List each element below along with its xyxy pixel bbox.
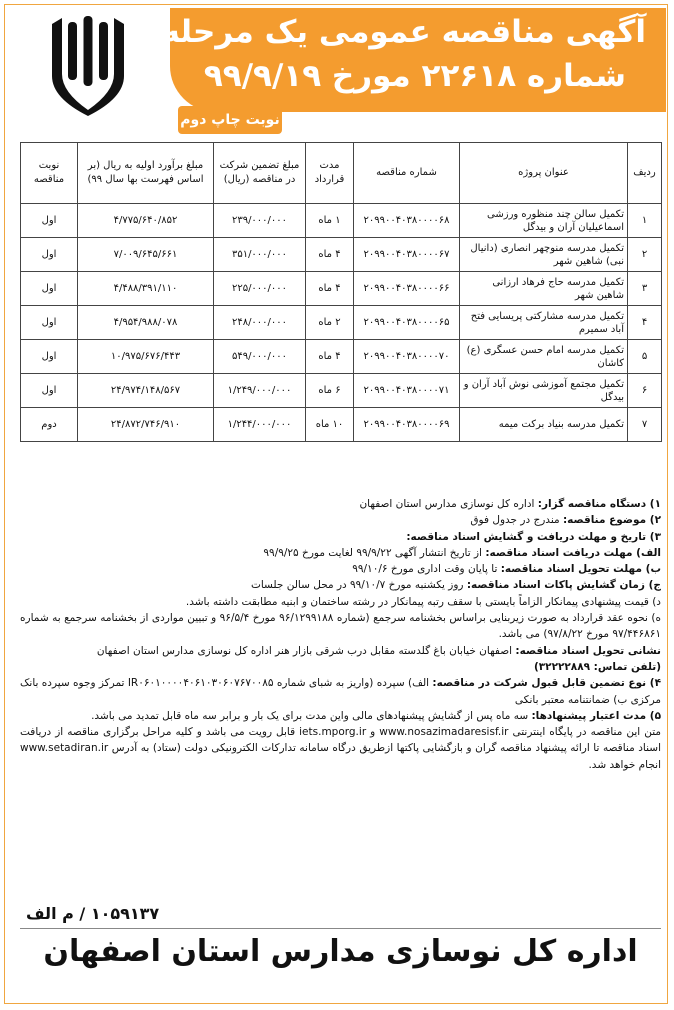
cell-tender-no: ۲۰۹۹۰۰۴۰۳۸۰۰۰۰۶۹ — [354, 408, 460, 442]
note-contract-method: ه) نحوه عقد قرارداد به صورت زیربنایی براساس بخشنامه سرجمع (شماره ۹۶/۱۲۹۹۱۸۸ مورخ ۹۶/۵/۴ و تبیین مواردی از بخشنامه سرجمع به شماره ۹۷/۴۴۶۸۶۱ مورخ ۹۷/۸/۲۲) می باشد. — [20, 612, 662, 641]
note-receive-deadline — [20, 545, 661, 561]
note-text: اصفهان خیابان باغ گلدسته مقابل درب شرقی بازار هنر اداره کل نوسازی مدارس استان اصفهان — [96, 644, 516, 657]
cell-duration: ۴ ماه — [306, 340, 354, 374]
cell-project: تکمیل مدرسه حاج فرهاد ارزانی شاهین شهر — [460, 272, 628, 306]
note-label: ۴) نوع تضمین قابل قبول شرکت در مناقصه: — [432, 677, 662, 690]
cell-estimate: ۴/۴۸۸/۳۹۱/۱۱۰ — [78, 272, 214, 306]
cell-row-number: ۷ — [628, 408, 662, 442]
cell-row-number: ۶ — [628, 374, 662, 408]
cell-round: دوم — [21, 408, 78, 442]
organization-emblem-icon — [42, 14, 134, 118]
note-label: ج) زمان گشایش پاکات اسناد مناقصه: — [466, 579, 661, 592]
note-opening-time — [20, 577, 661, 593]
tender-notes — [20, 496, 661, 773]
ad-code: ۱۰۵۹۱۳۷ / م الف — [26, 904, 160, 923]
cell-tender-no: ۲۰۹۹۰۰۴۰۳۸۰۰۰۰۷۱ — [354, 374, 460, 408]
cell-duration: ۱ ماه — [306, 204, 354, 238]
cell-row-number: ۵ — [628, 340, 662, 374]
cell-row-number: ۲ — [628, 238, 662, 272]
cell-estimate: ۲۴/۹۷۴/۱۴۸/۵۶۷ — [78, 374, 214, 408]
title-banner — [122, 8, 666, 112]
note-closing: متن این مناقصه در پایگاه اینترنتی www.nosazimadaresisf.ir و iets.mporg.ir قابل رویت می باشد و کلیه مراحل برگزاری مناقصه از دریافت اسناد مناقصه تا ارائه پیشنهاد مناقصه گران و بازگشایی پاکتها ازطریق درگاه سامانه تدارکات الکترونیکی دولت (ستاد) به آدرس www.setadiran.ir انجام خواهد شد. — [20, 726, 661, 771]
table-row — [21, 306, 662, 340]
table-row — [21, 204, 662, 238]
organization-name: اداره کل نوسازی مدارس استان اصفهان — [43, 934, 638, 969]
page-subtitle: شماره ۲۲۶۱۸ مورخ ۹۹/۹/۱۹ — [203, 58, 626, 94]
cell-row-number: ۱ — [628, 204, 662, 238]
cell-round: اول — [21, 306, 78, 340]
cell-tender-no: ۲۰۹۹۰۰۴۰۳۸۰۰۰۰۶۷ — [354, 238, 460, 272]
note-guarantee-type — [20, 675, 661, 708]
table-row — [21, 272, 662, 306]
table-row — [21, 238, 662, 272]
cell-guarantee: ۲۲۵/۰۰۰/۰۰۰ — [214, 272, 306, 306]
cell-round: اول — [21, 238, 78, 272]
cell-guarantee: ۱/۲۴۴/۰۰۰/۰۰۰ — [214, 408, 306, 442]
cell-duration: ۴ ماه — [306, 272, 354, 306]
cell-row-number: ۴ — [628, 306, 662, 340]
note-text: از تاریخ انتشار آگهی ۹۹/۹/۲۲ لغایت مورخ ۹۹/۹/۲۵ — [263, 546, 486, 559]
note-label: ۳) تاریخ و مهلت دریافت و گشایش اسناد مناقصه: — [406, 530, 661, 543]
note-text: اداره کل نوسازی مدارس استان اصفهان — [359, 498, 538, 510]
page-title: آگهی مناقصه عمومی یک مرحله‌ای — [122, 14, 646, 50]
cell-round: اول — [21, 204, 78, 238]
tender-table — [20, 142, 662, 442]
cell-estimate: ۱۰/۹۷۵/۶۷۶/۴۴۳ — [78, 340, 214, 374]
note-label: ب) مهلت تحویل اسناد مناقصه: — [500, 563, 661, 576]
cell-project: تکمیل مدرسه مشارکتی پریسایی فتح آباد سمیرم — [460, 306, 628, 340]
note-text: سه ماه پس از گشایش پیشنهادهای مالی واین مدت برای یک بار و برابر سه ماه قابل تمدید می باشد. — [91, 709, 532, 722]
note-label: ۵) مدت اعتبار پیشنهادها: — [531, 709, 661, 722]
cell-project: تکمیل سالن چند منظوره ورزشی اسماعیلیان آران و بیدگل — [460, 204, 628, 238]
note-delivery-deadline — [20, 561, 661, 577]
cell-project: تکمیل مدرسه منوچهر انصاری (دانیال نبی) شاهین شهر — [460, 238, 628, 272]
note-label: نشانی تحویل اسناد مناقصه: — [515, 644, 661, 657]
cell-estimate: ۴/۷۷۵/۶۴۰/۸۵۲ — [78, 204, 214, 238]
note-phone — [20, 659, 661, 675]
cell-estimate: ۲۴/۸۷۲/۷۴۶/۹۱۰ — [78, 408, 214, 442]
table-row — [21, 340, 662, 374]
print-round-badge: نوبت چاپ دوم — [178, 106, 282, 134]
note-label: الف) مهلت دریافت اسناد مناقصه: — [485, 546, 661, 559]
cell-duration: ۱۰ ماه — [306, 408, 354, 442]
header-round: نوبت مناقصه — [21, 143, 78, 204]
cell-guarantee: ۳۵۱/۰۰۰/۰۰۰ — [214, 238, 306, 272]
cell-tender-no: ۲۰۹۹۰۰۴۰۳۸۰۰۰۰۶۸ — [354, 204, 460, 238]
cell-round: اول — [21, 374, 78, 408]
table-header-row — [21, 143, 662, 204]
cell-tender-no: ۲۰۹۹۰۰۴۰۳۸۰۰۰۰۷۰ — [354, 340, 460, 374]
cell-row-number: ۳ — [628, 272, 662, 306]
header-tender-no: شماره مناقصه — [354, 143, 460, 204]
note-delivery-address — [20, 643, 661, 659]
note-subject — [20, 512, 661, 528]
note-label: ۱) دستگاه مناقصه گزار: — [537, 498, 661, 510]
note-dates-heading — [20, 529, 661, 545]
cell-estimate: ۴/۹۵۴/۹۸۸/۰۷۸ — [78, 306, 214, 340]
table-row — [21, 408, 662, 442]
header-project: عنوان پروژه — [460, 143, 628, 204]
cell-project: تکمیل مجتمع آموزشی نوش آباد آران و بیدگل — [460, 374, 628, 408]
cell-tender-no: ۲۰۹۹۰۰۴۰۳۸۰۰۰۰۶۶ — [354, 272, 460, 306]
note-text: الف) سپرده (واریز به شبای شماره IR۰۶۰۱۰۰۰۰۴۰۶۱۰۳۰۶۰۷۶۷۰۰۸۵ تمرکز وجوه سپرده بانک مرکزی ب) ضمانتنامه معتبر بانکی — [20, 677, 661, 706]
header-duration: مدت قرارداد — [306, 143, 354, 204]
header-estimate: مبلغ برآورد اولیه به ریال (بر اساس فهرست بها سال ۹۹) — [78, 143, 214, 204]
cell-project: تکمیل مدرسه امام حسن عسگری (ع) کاشان — [460, 340, 628, 374]
note-organizer — [20, 496, 661, 512]
cell-guarantee: ۲۴۸/۰۰۰/۰۰۰ — [214, 306, 306, 340]
note-text: روز یکشنبه مورخ ۹۹/۱۰/۷ در محل سالن جلسات — [250, 579, 467, 592]
cell-guarantee: ۵۴۹/۰۰۰/۰۰۰ — [214, 340, 306, 374]
cell-tender-no: ۲۰۹۹۰۰۴۰۳۸۰۰۰۰۶۵ — [354, 306, 460, 340]
note-price-rule: د) قیمت پیشنهادی پیمانکار الزاماً بایستی با سقف رتبه پیمانکار در رشته ساختمان و ابنیه مطابقت داشته باشد. — [185, 595, 661, 608]
cell-round: اول — [21, 340, 78, 374]
note-label: ۲) موضوع مناقصه: — [562, 514, 661, 527]
cell-project: تکمیل مدرسه بنیاد برکت میمه — [460, 408, 628, 442]
note-validity — [20, 708, 661, 724]
cell-guarantee: ۱/۲۴۹/۰۰۰/۰۰۰ — [214, 374, 306, 408]
note-label: (تلفن تماس: ۳۲۲۲۲۸۸۹) — [533, 660, 661, 673]
header-guarantee: مبلغ تضمین شرکت در مناقصه (ریال) — [214, 143, 306, 204]
footer-divider — [20, 928, 661, 929]
cell-duration: ۲ ماه — [306, 306, 354, 340]
cell-guarantee: ۲۳۹/۰۰۰/۰۰۰ — [214, 204, 306, 238]
header-row-number: ردیف — [628, 143, 662, 204]
note-text: تا پایان وقت اداری مورخ ۹۹/۱۰/۶ — [352, 563, 501, 576]
cell-duration: ۴ ماه — [306, 238, 354, 272]
note-text: مندرج در جدول فوق — [470, 514, 563, 527]
cell-estimate: ۷/۰۰۹/۶۴۵/۶۶۱ — [78, 238, 214, 272]
cell-round: اول — [21, 272, 78, 306]
cell-duration: ۶ ماه — [306, 374, 354, 408]
table-row — [21, 374, 662, 408]
